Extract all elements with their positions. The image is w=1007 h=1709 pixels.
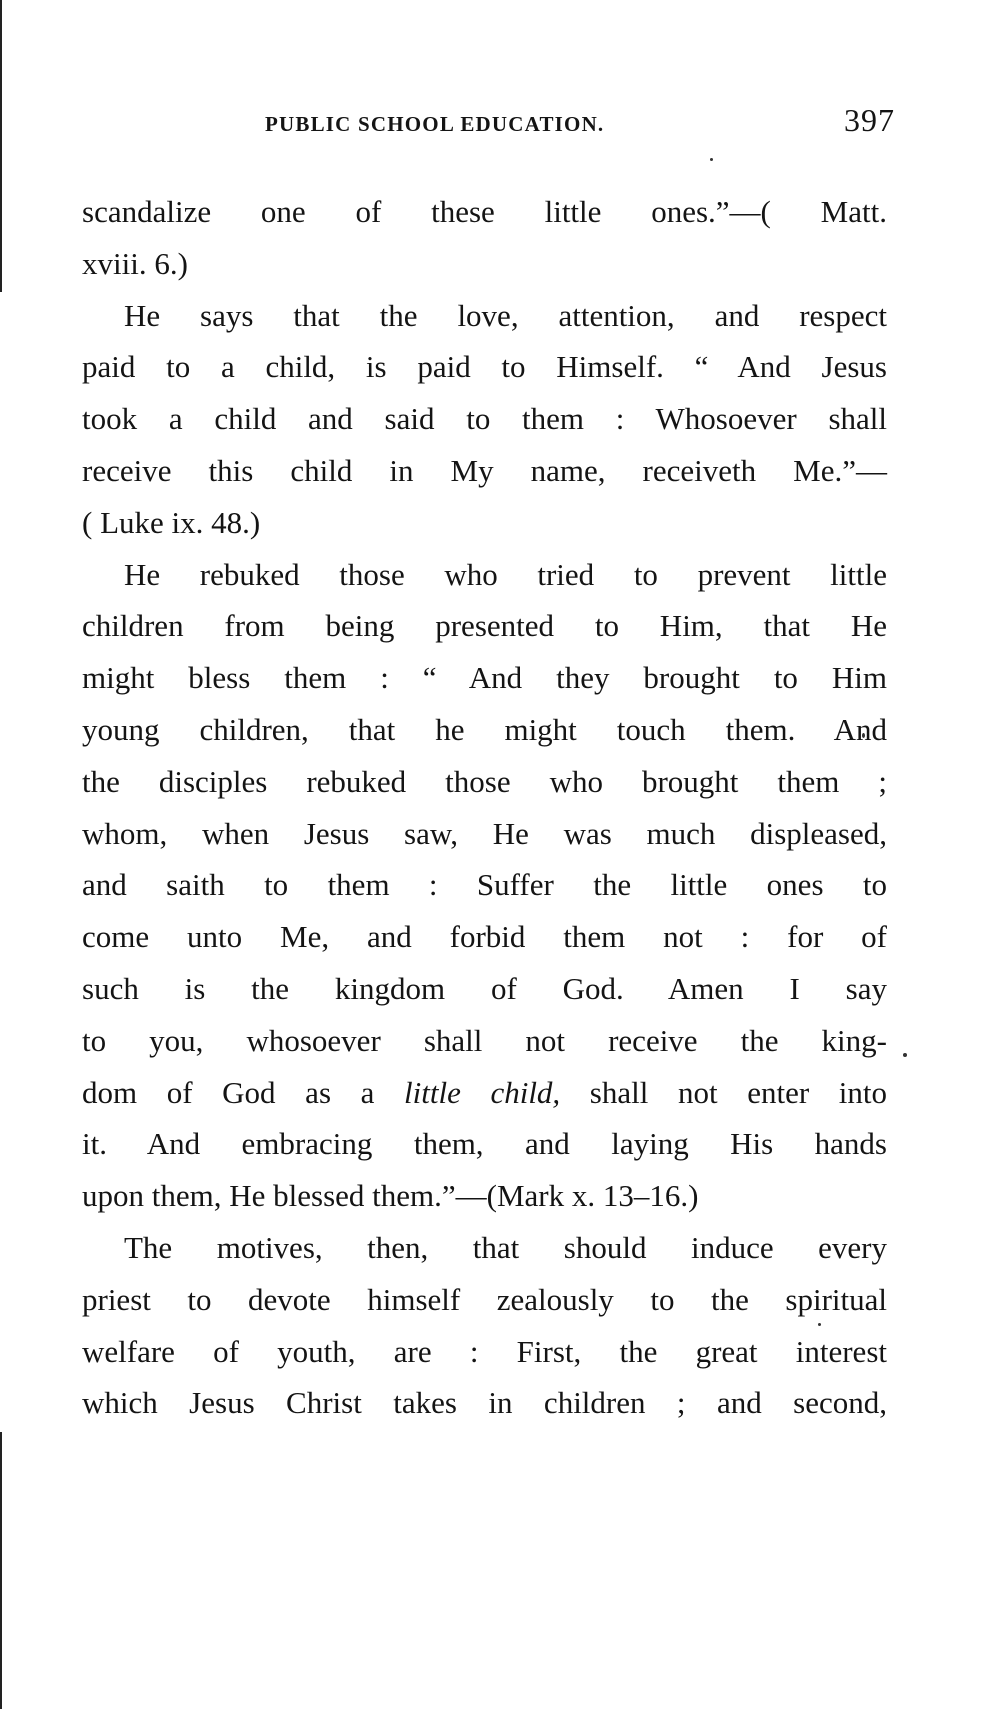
text-line: ( Luke ix. 48.) <box>82 504 261 540</box>
running-title: PUBLIC SCHOOL EDUCATION. <box>265 112 605 136</box>
text-line: young children, that he might touch them. And <box>82 711 887 747</box>
text-line: priest to devote himself zealously to the spiritual <box>82 1281 887 1317</box>
page-body <box>82 186 887 1429</box>
text-run: shall not enter into <box>560 1074 888 1110</box>
text-line: might bless them : “ And they brought to Him <box>82 660 887 696</box>
text-line: the disciples rebuked those who brought them ; <box>82 763 887 799</box>
text-line: xviii. 6.) <box>82 245 188 281</box>
text-line: He says that the love, attention, and respect <box>124 297 887 333</box>
text-line: upon them, He blessed them.”—(Mark x. 13–16.) <box>82 1178 699 1214</box>
text-line: took a child and said to them : Whosoever shall <box>82 401 887 437</box>
text-line: receive this child in My name, receiveth Me.”— <box>82 452 887 488</box>
text-line: welfare of youth, are : First, the great interest <box>82 1333 887 1369</box>
page-edge-bottom <box>0 1432 2 1709</box>
page-number: 397 <box>844 102 895 138</box>
text-line: whom, when Jesus saw, He was much displeased, <box>82 815 887 851</box>
text-line: The motives, then, that should induce every <box>124 1229 887 1265</box>
text-line: such is the kingdom of God. Amen I say <box>82 970 887 1006</box>
page-header <box>265 100 895 146</box>
text-run: dom of God as a <box>82 1074 404 1110</box>
ink-speck <box>710 158 713 161</box>
page-edge-top <box>0 0 2 292</box>
text-line: and saith to them : Suffer the little ones to <box>82 867 887 903</box>
italic-phrase: little child, <box>404 1074 561 1110</box>
text-line: paid to a child, is paid to Himself. “ And Jesus <box>82 349 887 385</box>
text-line: come unto Me, and forbid them not : for of <box>82 919 887 955</box>
text-line-with-italic <box>82 1067 887 1119</box>
text-line: to you, whosoever shall not receive the king- <box>82 1022 887 1058</box>
text-line: it. And embracing them, and laying His hands <box>82 1126 887 1162</box>
text-line: which Jesus Christ takes in children ; and second, <box>82 1385 887 1421</box>
ink-speck <box>903 1053 907 1057</box>
text-line: children from being presented to Him, that He <box>82 608 887 644</box>
text-line: scandalize one of these little ones.”—( Matt. <box>82 194 887 229</box>
text-line: He rebuked those who tried to prevent little <box>124 556 887 592</box>
